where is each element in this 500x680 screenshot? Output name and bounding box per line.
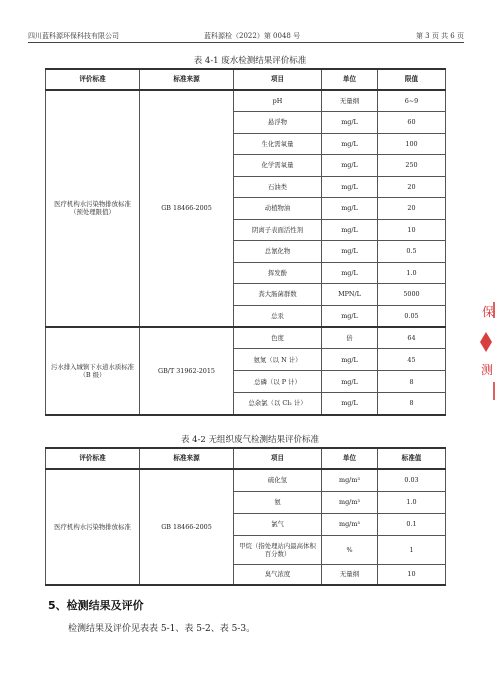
- section-heading: 5、检测结果及评价: [48, 599, 144, 612]
- standard-name: 污水排入城镇下水道水质标准: [50, 362, 135, 371]
- table2-header-cell: 标准值: [378, 448, 446, 469]
- standard-note: （预处理限值）: [70, 208, 115, 217]
- standard-note: （B 级）: [79, 370, 106, 379]
- item-cell: 化学需氧量: [234, 155, 322, 177]
- unit-cell: mg/m³: [322, 513, 378, 535]
- limit-cell: 1.0: [378, 262, 446, 284]
- table2-body: [46, 469, 446, 585]
- limit-cell: 10: [378, 219, 446, 241]
- item-cell: 总氰化物: [234, 241, 322, 263]
- item-cell: 总汞: [234, 305, 322, 327]
- table2-header-cell: 单位: [322, 448, 378, 469]
- standard-name-cell: [46, 327, 140, 415]
- table1-header-row: [46, 69, 446, 90]
- standard-source-cell: GB/T 31962-2015: [140, 327, 234, 415]
- standard-name-cell: [46, 90, 140, 327]
- limit-cell: 250: [378, 155, 446, 177]
- item-cell: 色度: [234, 327, 322, 349]
- item-cell: 阴离子表面活性剂: [234, 219, 322, 241]
- item-cell: 粪大肠菌群数: [234, 284, 322, 306]
- unit-cell: 无量纲: [322, 564, 378, 585]
- table2-header-cell: 标准来源: [140, 448, 234, 469]
- standard-source-cell: GB 18466-2005: [140, 469, 234, 585]
- limit-cell: 0.1: [378, 513, 446, 535]
- table1-header-cell: 单位: [322, 69, 378, 90]
- unit-cell: %: [322, 535, 378, 564]
- section-paragraph: 检测结果及评价见表表 5-1、表 5-2、表 5-3。: [68, 624, 256, 634]
- limit-cell: 20: [378, 198, 446, 220]
- unit-cell: MPN/L: [322, 284, 378, 306]
- item-cell: 氨氮（以 N 计）: [234, 349, 322, 371]
- item-cell: 生化需氧量: [234, 133, 322, 155]
- svg-text:保: 保: [482, 305, 495, 319]
- limit-cell: 5000: [378, 284, 446, 306]
- company-name: 四川蓝科源环保科技有限公司: [28, 32, 119, 40]
- item-cell: 甲烷（指处理站内最高体积百分数）: [234, 535, 322, 564]
- standard-source-cell: GB 18466-2005: [140, 90, 234, 327]
- table2-caption: 表 4-2 无组织废气检测结果评价标准: [180, 435, 320, 445]
- limit-cell: 0.03: [378, 469, 446, 491]
- item-cell: 硫化氢: [234, 469, 322, 491]
- unit-cell: 倍: [322, 327, 378, 349]
- table1-header-cell: 项目: [234, 69, 322, 90]
- limit-cell: 45: [378, 349, 446, 371]
- unit-cell: mg/L: [322, 305, 378, 327]
- table1-header-cell: 限值: [378, 69, 446, 90]
- unit-cell: 无量纲: [322, 90, 378, 112]
- unit-cell: mg/m³: [322, 469, 378, 491]
- item-cell: 挥发酚: [234, 262, 322, 284]
- limit-cell: 20: [378, 176, 446, 198]
- report-number: 蓝科源检（2022）第 0048 号: [204, 32, 301, 40]
- item-cell: 动植物油: [234, 198, 322, 220]
- limit-cell: 0.05: [378, 305, 446, 327]
- table1-caption: 表 4-1 废水检测结果评价标准: [193, 56, 307, 66]
- exhaust-gas-standard-table: [45, 447, 446, 586]
- unit-cell: mg/L: [322, 241, 378, 263]
- table-row: [46, 327, 446, 349]
- limit-cell: 60: [378, 112, 446, 134]
- table2-header-row: [46, 448, 446, 469]
- standard-name-cell: 医疗机构水污染物排放标准: [46, 469, 140, 585]
- limit-cell: 8: [378, 393, 446, 415]
- table-row: [46, 90, 446, 112]
- header-rule: [28, 42, 464, 43]
- unit-cell: mg/L: [322, 371, 378, 393]
- seal-stamp-icon: [476, 290, 500, 410]
- unit-cell: mg/L: [322, 176, 378, 198]
- unit-cell: mg/L: [322, 198, 378, 220]
- limit-cell: 0.5: [378, 241, 446, 263]
- page-number: 第 3 页 共 6 页: [415, 32, 464, 40]
- table2-header-cell: 评价标准: [46, 448, 140, 469]
- unit-cell: mg/L: [322, 262, 378, 284]
- table1-body: [46, 90, 446, 415]
- unit-cell: mg/m³: [322, 491, 378, 513]
- unit-cell: mg/L: [322, 155, 378, 177]
- item-cell: 总磷（以 P 计）: [234, 371, 322, 393]
- table-row: [46, 469, 446, 491]
- item-cell: 悬浮物: [234, 112, 322, 134]
- standard-name: 医疗机构水污染物排放标准: [54, 200, 131, 209]
- item-cell: 氨: [234, 491, 322, 513]
- table2-header-cell: 项目: [234, 448, 322, 469]
- limit-cell: 8: [378, 371, 446, 393]
- limit-cell: 1.0: [378, 491, 446, 513]
- limit-cell: 64: [378, 327, 446, 349]
- unit-cell: mg/L: [322, 112, 378, 134]
- unit-cell: mg/L: [322, 219, 378, 241]
- unit-cell: mg/L: [322, 133, 378, 155]
- item-cell: 石油类: [234, 176, 322, 198]
- wastewater-standard-table: [45, 68, 446, 416]
- item-cell: 臭气浓度: [234, 564, 322, 585]
- limit-cell: 6~9: [378, 90, 446, 112]
- table1-header-cell: 评价标准: [46, 69, 140, 90]
- limit-cell: 10: [378, 564, 446, 585]
- item-cell: 总余氯（以 Cl₂ 计）: [234, 393, 322, 415]
- svg-text:测: 测: [481, 363, 494, 377]
- unit-cell: mg/L: [322, 349, 378, 371]
- limit-cell: 1: [378, 535, 446, 564]
- table1-header-cell: 标准来源: [140, 69, 234, 90]
- item-cell: 氯气: [234, 513, 322, 535]
- item-cell: pH: [234, 90, 322, 112]
- limit-cell: 100: [378, 133, 446, 155]
- unit-cell: mg/L: [322, 393, 378, 415]
